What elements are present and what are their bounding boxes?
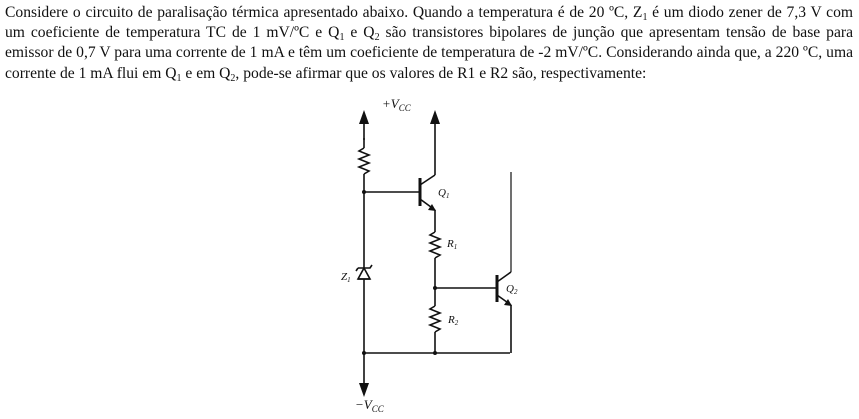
question-part: Considere o circuito de paralisação térmica apresentado abaixo. Quando a temperatura é de 20 ºC, Z [5, 4, 643, 21]
vcc-neg-arrow [359, 383, 369, 397]
subscript: 1 [176, 72, 182, 84]
q2-label: Q2 [506, 283, 518, 296]
vcc-pos-arrow [359, 110, 369, 124]
question-part: são transistores bipolares de junção que apresentam tensão de base para emissor de 0,7 V para uma corrente de 1 mA e têm um coeficiente de temperatura de -2 mV/ºC. Considerando ainda que, a 220 ºC, uma corrente de 1 mA flui em Q [5, 24, 853, 82]
q2-collector [497, 272, 511, 282]
r1-resistor [430, 232, 440, 258]
question-part: e em Q [181, 64, 231, 82]
q1-label: Q1 [438, 187, 450, 200]
vcc-neg-label: $-V_{CC}$ [355, 397, 384, 414]
subscript: 1 [339, 32, 345, 44]
r1-label: R1 [447, 238, 458, 251]
zener-bar [358, 265, 372, 268]
question-part: e Q [344, 24, 375, 42]
r2-resistor [430, 306, 440, 332]
r2-label: R2 [448, 314, 459, 327]
subscript: 2 [374, 32, 380, 44]
zener-triangle [358, 268, 370, 279]
q1-collector [420, 175, 435, 185]
node-dot [433, 351, 437, 355]
z1-label: Z1 [341, 271, 351, 284]
subscript: 2 [230, 72, 236, 84]
r-top-resistor [359, 148, 369, 174]
node-dot [362, 190, 366, 194]
q1-supply-arrow [430, 110, 440, 124]
question-part: é um diodo zener de 7,3 V com um coeficiente de temperatura TC de 1 mV/ºC e Q [5, 4, 853, 42]
subscript: 1 [642, 12, 648, 23]
question-part: , pode-se afirmar que os valores de R1 e R2 são, respectivamente: [235, 64, 647, 82]
zener-bar-tail [356, 268, 358, 271]
vcc-pos-label: $+V_{CC}$ [382, 96, 411, 113]
